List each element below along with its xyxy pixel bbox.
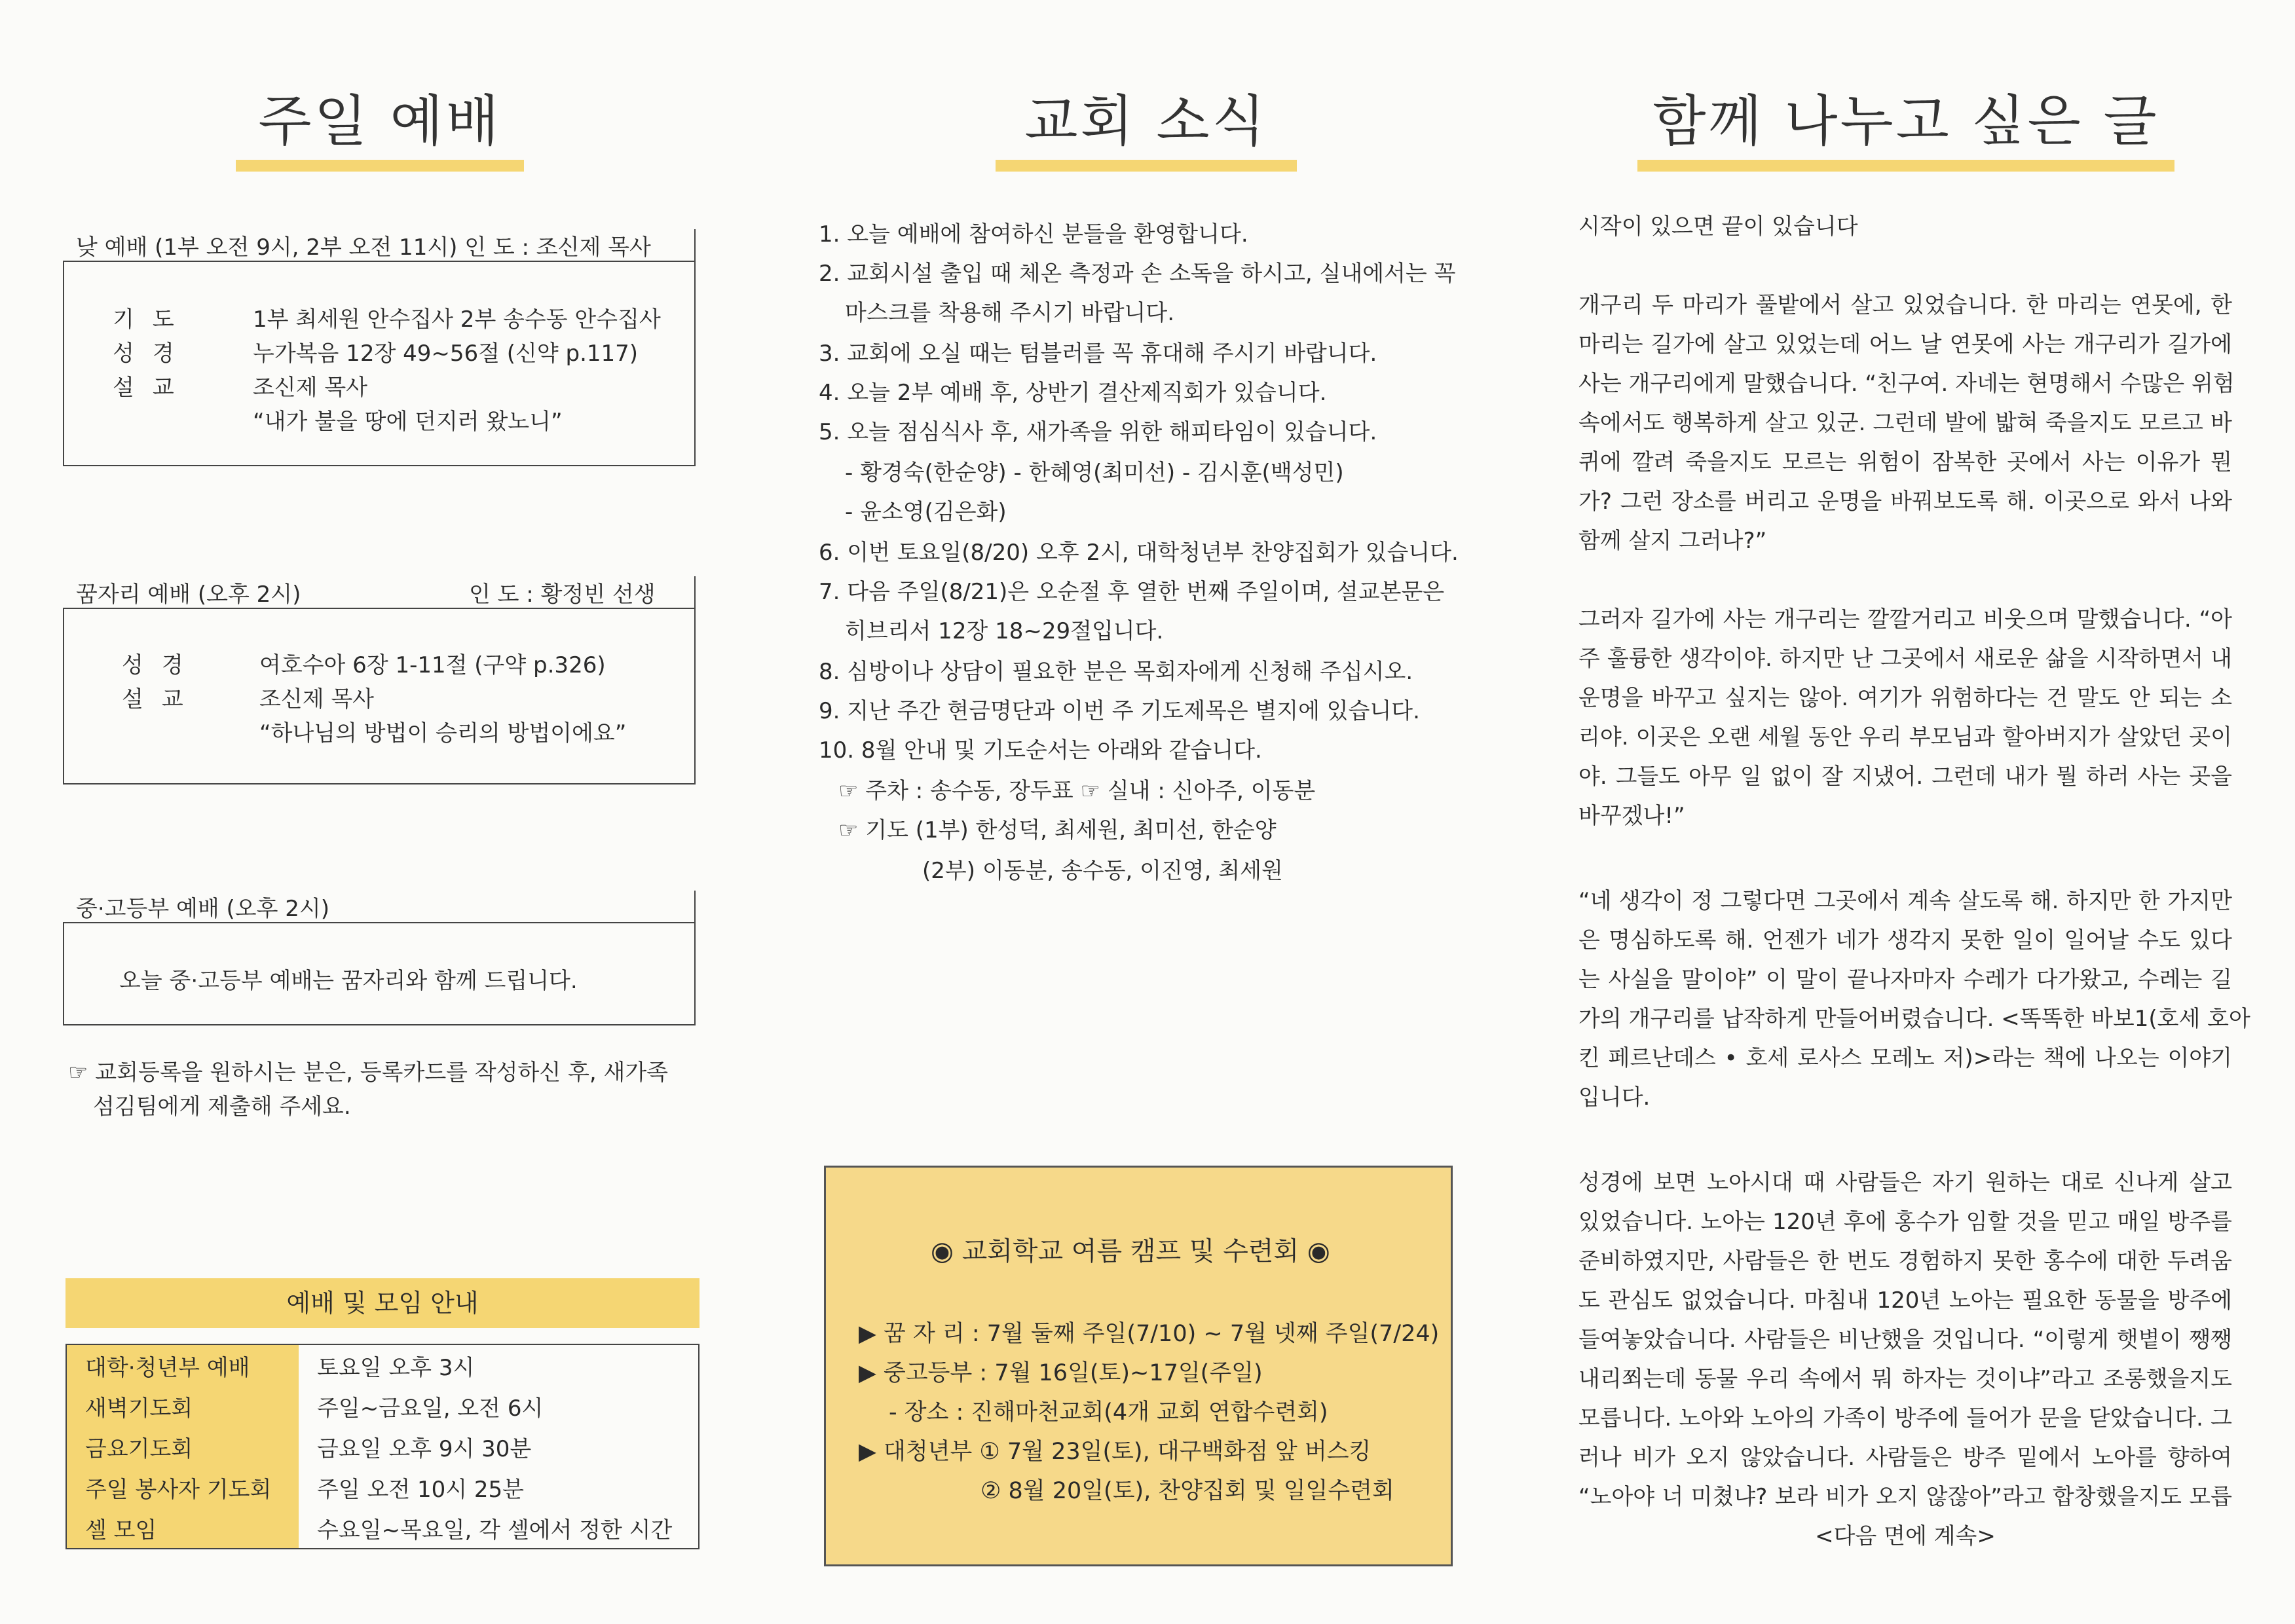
essay-line: 러나 비가 오지 않았습니다. 사람들은 방주 밑에서 노아를 향하여 [1578,1445,2232,1471]
youth-worship-box [63,891,696,1025]
camp-title: ◉ 교회학교 여름 캠프 및 수련회 ◉ [931,1236,1330,1266]
schedule-time: 주일~금요일, 오전 6시 [317,1395,544,1422]
camp-line: ▶ 중고등부 : 7월 16일(토)~17일(주일) [859,1360,1263,1386]
news-line: ☞ 기도 (1부) 한성덕, 최세원, 최미선, 한순양 [838,817,1277,843]
table-row [66,1344,699,1386]
schedule-name: 금요기도회 [66,1426,299,1467]
camp-line: - 장소 : 진해마천교회(4개 교회 연합수련회) [889,1399,1328,1426]
day-value-prayer: 1부 최세원 안수집사 2부 송수동 안수집사 [253,306,661,333]
news-line: 6. 이번 토요일(8/20) 오후 2시, 대학청년부 찬양집회가 있습니다. [819,540,1459,566]
news-line: - 윤소영(김은화) [845,499,1007,525]
essay-line: 성경에 보면 노아시대 때 사람들은 자기 원하는 대로 신나게 살고 [1578,1170,2232,1196]
camp-box [824,1166,1453,1566]
schedule-time: 수요일~목요일, 각 셀에서 정한 시간 [317,1517,673,1543]
dream-worship-heading: 꿈자리 예배 (오후 2시) [76,576,310,608]
day-label-scripture: 성경 [113,341,193,367]
essay-title: 함께 나누고 싶은 글 [1652,89,2159,153]
essay-line: 가? 그런 장소를 버리고 운명을 바꿔보도록 해. 이곳으로 와서 나와 [1578,489,2232,515]
essay-line: 개구리 두 마리가 풀밭에서 살고 있었습니다. 한 마리는 연못에, 한 [1578,292,2232,318]
schedule-name: 새벽기도회 [66,1386,299,1426]
news-title-underline [996,160,1297,172]
youth-worship-heading: 중·고등부 예배 (오후 2시) [76,891,339,923]
dream-value-scripture: 여호수아 6장 1-11절 (구약 p.326) [259,652,606,678]
essay-line: “네 생각이 정 그렇다면 그곳에서 계속 살도록 해. 하지만 한 가지만 [1578,888,2232,914]
table-row [66,1467,699,1507]
camp-line: ▶ 꿈 자 리 : 7월 둘째 주일(7/10) ~ 7월 넷째 주일(7/24) [859,1321,1440,1347]
essay-continue: <다음 면에 계속> [1815,1523,1996,1549]
schedule-table [65,1344,700,1549]
table-row [66,1507,699,1549]
essay-line: 마리는 길가에 살고 있었는데 어느 날 연못에 사는 개구리가 길가에 [1578,331,2232,358]
news-line: (2부) 이동분, 송수동, 이진영, 최세원 [922,858,1283,884]
table-row [66,1386,699,1426]
essay-line: 바꾸겠나!” [1578,803,1685,829]
news-line: 9. 지난 주간 현금명단과 이번 주 기도제목은 별지에 있습니다. [819,698,1420,724]
essay-line: 그러자 길가에 사는 개구리는 깔깔거리고 비웃으며 말했습니다. “아 [1578,606,2232,633]
day-value-sermon: 조신제 목사 [253,375,368,401]
table-row [66,1426,699,1467]
essay-line: 도 관심도 없었습니다. 마침내 120년 노아는 필요한 동물을 방주에 [1578,1287,2232,1314]
day-value-scripture: 누가복음 12장 49~56절 (신약 p.117) [253,341,639,367]
schedule-time: 금요일 오후 9시 30분 [317,1435,532,1462]
news-line: 마스크를 착용해 주시기 바랍니다. [845,300,1175,326]
essay-line: 퀴에 깔려 죽을지도 모르는 위험이 잠복한 곳에서 사는 이유가 뭔 [1578,449,2232,475]
dream-label-sermon: 설교 [122,686,202,712]
essay-line: 는 사실을 말이야” 이 말이 끝나자마자 수레가 다가왔고, 수레는 길 [1578,967,2232,993]
essay-line: 킨 페르난데스 • 호세 로사스 모레노 저)>라는 책에 나오는 이야기 [1578,1045,2232,1071]
essay-line: 주 훌륭한 생각이야. 하지만 난 그곳에서 새로운 삶을 시작하면서 내 [1578,646,2232,672]
news-line: 히브리서 12장 18~29절입니다. [845,618,1164,644]
worship-title-underline [236,160,524,172]
essay-line: 들여놓았습니다. 사람들은 비난했을 것입니다. “이렇게 햇볕이 쨍쨍 [1578,1327,2232,1353]
dream-worship-box [63,576,696,784]
schedule-name: 주일 봉사자 기도회 [66,1467,299,1507]
news-line: 8. 심방이나 상담이 필요한 분은 목회자에게 신청해 주십시오. [819,659,1413,685]
day-label-prayer: 기도 [113,306,193,333]
essay-line: 내리쬐는데 동물 우리 속에서 뭐 하자는 것이냐”라고 조롱했을지도 [1578,1366,2232,1392]
essay-line: 가의 개구리를 납작하게 만들어버렸습니다. <똑똑한 바보1(호세 호아 [1578,1006,2250,1032]
worship-title: 주일 예배 [258,89,502,153]
essay-title-block [1637,85,2174,172]
essay-line: 은 명심하도록 해. 언젠가 네가 생각지 못한 일이 일어날 수도 있다 [1578,927,2232,953]
camp-line: ② 8월 20일(토), 찬양집회 및 일일수련회 [980,1478,1394,1504]
essay-line: 사는 개구리에게 말했습니다. “친구여. 자네는 현명해서 수많은 위험 [1578,371,2235,397]
essay-line: 시작이 있으면 끝이 있습니다 [1578,213,1858,240]
essay-line: 입니다. [1578,1084,1651,1111]
essay-line: 리야. 이곳은 오랜 세월 동안 우리 부모님과 할아버지가 살았던 곳이 [1578,724,2232,750]
camp-line: ▶ 대청년부 ① 7월 23일(토), 대구백화점 앞 버스킹 [859,1439,1371,1465]
register-note-line-1: ☞ 교회등록을 원하시는 분은, 등록카드를 작성하신 후, 새가족 [68,1060,669,1086]
news-line: 2. 교회시설 출입 때 체온 측정과 손 소독을 하시고, 실내에서는 꼭 [819,261,1456,287]
essay-line: “노아야 너 미쳤냐? 보라 비가 오지 않잖아”라고 합창했을지도 모릅 [1578,1484,2232,1510]
worship-title-block [236,85,524,172]
news-line: ☞ 주차 : 송수동, 장두표 ☞ 실내 : 신아주, 이동분 [838,778,1316,804]
schedule-time: 주일 오전 10시 25분 [317,1476,525,1503]
schedule-name: 셀 모임 [66,1507,299,1549]
day-worship-box [63,229,696,466]
essay-line: 있었습니다. 노아는 120년 후에 홍수가 임할 것을 믿고 매일 방주를 [1578,1209,2232,1235]
news-title: 교회 소식 [1024,89,1268,153]
essay-line: 운명을 바꾸고 싶지는 않아. 여기가 위험하다는 건 말도 안 되는 소 [1578,685,2232,711]
essay-title-underline [1637,160,2174,172]
essay-line: 야. 그들도 아무 일 없이 잘 지냈어. 그런데 내가 뭘 하러 사는 곳을 [1578,764,2232,790]
news-line: 7. 다음 주일(8/21)은 오순절 후 열한 번째 주일이며, 설교본문은 [819,579,1445,605]
dream-value-sermon: 조신제 목사 [259,686,375,712]
essay-line: 준비하였지만, 사람들은 한 번도 경험하지 못한 홍수에 대한 두려움 [1578,1248,2232,1274]
news-title-block [996,85,1297,172]
dream-label-scripture: 성경 [122,652,202,678]
essay-line: 속에서도 행복하게 살고 있군. 그런데 발에 밟혀 죽을지도 모르고 바 [1578,410,2232,436]
news-line: 1. 오늘 예배에 참여하신 분들을 환영합니다. [819,221,1248,248]
essay-line: 함께 살지 그러나?” [1578,528,1767,554]
day-sermon-title: “내가 불을 땅에 던지러 왔노니” [253,409,563,435]
register-note-line-2: 섬김팀에게 제출해 주세요. [93,1094,351,1120]
dream-sermon-title: “하나님의 방법이 승리의 방법이에요” [259,720,627,747]
news-line: - 황경숙(한순양) - 한혜영(최미선) - 김시훈(백성민) [845,460,1344,486]
youth-worship-body: 오늘 중·고등부 예배는 꿈자리와 함께 드립니다. [119,968,578,994]
schedule-title: 예배 및 모임 안내 [65,1278,700,1328]
news-line: 5. 오늘 점심식사 후, 새가족을 위한 해피타임이 있습니다. [819,419,1377,445]
news-line: 10. 8월 안내 및 기도순서는 아래와 같습니다. [819,737,1262,764]
schedule-name: 대학·청년부 예배 [66,1344,299,1386]
day-label-sermon: 설교 [113,375,193,401]
dream-worship-leader: 인 도 : 황정빈 선생 [469,576,665,608]
schedule-time: 토요일 오후 3시 [317,1354,475,1381]
day-worship-heading: 낮 예배 (1부 오전 9시, 2부 오전 11시) 인 도 : 조신제 목사 [76,229,660,261]
essay-line: 모릅니다. 노아와 노아의 가족이 방주에 들어가 문을 닫았습니다. 그 [1578,1405,2232,1431]
news-line: 3. 교회에 오실 때는 텀블러를 꼭 휴대해 주시기 바랍니다. [819,341,1377,367]
news-line: 4. 오늘 2부 예배 후, 상반기 결산제직회가 있습니다. [819,380,1327,406]
